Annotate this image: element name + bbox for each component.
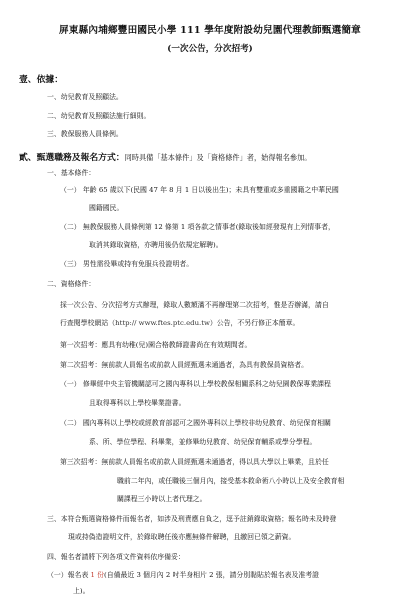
basic-condition-1-line1: （一） 年齡 65 歲以下(民國 47 年 8 月 1 日以後出生)；未具有雙重或多重國籍之中華民國	[60, 186, 339, 194]
document-subtitle: (一次公告，分次招考)	[167, 44, 253, 54]
section1-item-2: 二、幼兒教育及照顧法施行細則。	[47, 112, 151, 120]
qualification-paragraph-line1: 採一次公告、分次招考方式辦理，錄取人數額滿不再辦理第二次招考，惟是否辦滿，請自	[60, 301, 329, 309]
round3-line1: 第三次招考：無前款人員報名或前款人員經甄選未通過者，得以具大學以上畢業，且於任	[60, 458, 329, 466]
item4-1-note: (自備最近 3 個月內 2 吋半身相片 2 張，請分別黏貼於報名表及准考證	[104, 571, 320, 579]
round2-option-2-line1: （二） 國內專科以上學校或經教育部認可之國外專科以上學校非幼兒教育、幼兒保育相關	[60, 419, 331, 427]
item3-line1: 三、本符合甄選資格條件而報名者，如涉及刑責應自負之，逕予註銷錄取資格；報名時未及時發	[47, 515, 337, 523]
qualification-title: 二、資格條件：	[47, 280, 96, 288]
basic-condition-2-line1: （二） 無教保服務人員條例第 12 條第 1 項各款之情事者(錄取後如經發現有上列情事者，	[60, 223, 335, 231]
qualification-paragraph-line2	[60, 320, 299, 327]
section1-item-3: 三、教保服務人員條例。	[47, 130, 123, 138]
section2-heading-text: 貳、甄選職務及報名方式：	[19, 153, 125, 163]
section2-intro: 同時具備「基本條件」及「資格條件」者，始得報名參加。	[124, 153, 312, 162]
basic-condition-2-line2: 取消其錄取資格，亦聘用後仍依規定解聘)。	[89, 241, 223, 249]
section1-heading: 壹、依據：	[19, 75, 63, 85]
item4-1-line2: 上)。	[73, 587, 90, 595]
item4-1-label: （一）報名表	[47, 571, 91, 579]
section2-heading	[19, 150, 311, 163]
round2-option-1-line2: 且取得專科以上學校畢業證書。	[89, 399, 186, 407]
item4-1-line1	[47, 572, 319, 579]
item4-title: 四、報名者請將下列各項文件資料依序備妥：	[47, 553, 185, 561]
document-title: 屏東縣內埔鄉豐田國民小學 111 學年度附設幼兒園代理教師甄選簡章	[59, 25, 361, 36]
round2-option-1-line1: （一） 修畢經中央主管機關認可之國內專科以上學校教保相關系科之幼兒園教保專業課程	[60, 380, 331, 388]
qualification-text-before-url: 行查閱學校網站（	[60, 319, 116, 327]
item3-line2: 現或持偽造證明文件，於錄取聘任後亦應無條件解聘，且繳回已領之薪資。	[68, 533, 296, 541]
school-website-link[interactable]: http:// www.ftes.ptc.edu.tw	[115, 319, 210, 327]
qualification-text-after-url: ）公告，不另行修正本簡章。	[209, 319, 300, 327]
round1-text: 第一次招考：應具有幼稚(兒)園合格教師證書尚在有效期間者。	[60, 341, 252, 349]
round3-line3: 關課程三小時以上者代理之。	[117, 495, 207, 503]
basic-condition-1-line2: 國籍國民。	[89, 204, 124, 212]
round2-text: 第二次招考：無前款人員報名或前款人員經甄選未通過者，為具有教保員資格者。	[60, 361, 309, 369]
basic-conditions-title: 一、基本條件：	[47, 169, 96, 177]
item4-1-count-highlight: 1 份	[90, 571, 105, 579]
basic-condition-3: （三） 男性需役畢或持有免服兵役證明者。	[60, 260, 194, 268]
round3-line2: 職前二年內，或任職後三個月內，接受基本救命術八小時以上及安全教育相	[117, 477, 345, 485]
round2-option-2-line2: 系、所、學位學程、科畢業，並修畢幼兒教育、幼兒保育輔系或學分學程。	[89, 438, 317, 446]
section1-item-1: 一、幼兒教育及照顧法。	[47, 93, 123, 101]
